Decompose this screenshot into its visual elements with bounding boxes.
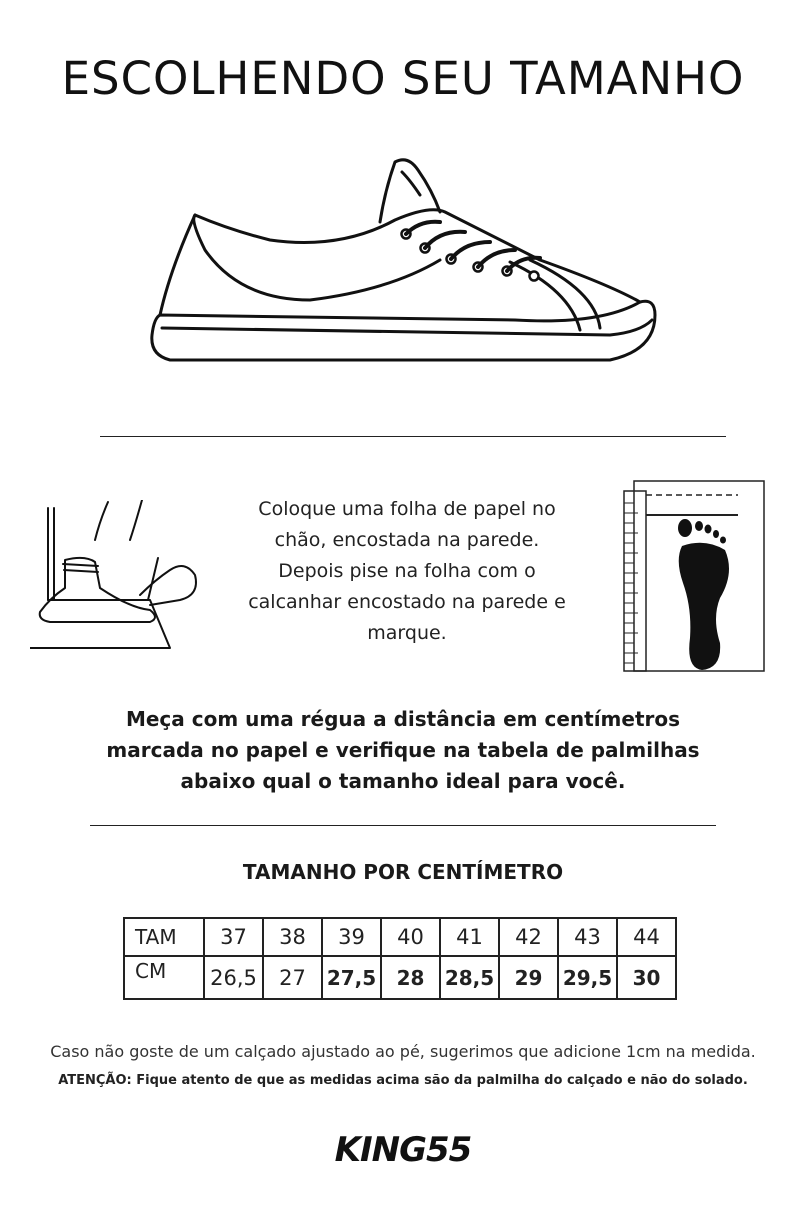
instruction-line: marque.: [367, 622, 447, 644]
size-cell: 42: [499, 918, 558, 956]
instruction-line: chão, encostada na parede.: [274, 529, 540, 551]
cm-cell: 27,5: [322, 956, 381, 999]
size-cell: 37: [204, 918, 263, 956]
cm-cell: 26,5: [204, 956, 263, 999]
row-label-cm: CM: [124, 956, 204, 999]
cm-cell: 28: [381, 956, 440, 999]
row-label-size: TAM: [124, 918, 204, 956]
instruction-line: Coloque uma folha de papel no: [258, 498, 556, 520]
foot-marking-illustration: [30, 500, 205, 655]
measure-line: marcada no papel e verifique na tabela de palmilhas: [106, 738, 700, 762]
cm-cell: 30: [617, 956, 676, 999]
size-cell: 41: [440, 918, 499, 956]
size-cell: 44: [617, 918, 676, 956]
size-cell: 43: [558, 918, 617, 956]
instruction-line: Depois pise na folha com o: [278, 560, 536, 582]
instruction-line: calcanhar encostado na parede e: [248, 591, 566, 613]
instructions-text: [222, 494, 592, 649]
size-cell: 38: [263, 918, 322, 956]
measure-instructions: [60, 704, 746, 797]
measure-line: abaixo qual o tamanho ideal para você.: [180, 769, 626, 793]
footprint-ruler-illustration: [620, 478, 770, 678]
cm-cell: 29: [499, 956, 558, 999]
cm-cell: 27: [263, 956, 322, 999]
size-cell: 39: [322, 918, 381, 956]
warning-note: ATENÇÃO: Fique atento de que as medidas acima são da palmilha do calçado e não do solado.: [58, 1073, 748, 1088]
size-table-title: TAMANHO POR CENTÍMETRO: [242, 860, 564, 884]
sneaker-illustration: [140, 150, 670, 375]
size-cell: 40: [381, 918, 440, 956]
measure-line: Meça com uma régua a distância em centímetros: [125, 707, 681, 731]
divider-bottom: [90, 825, 716, 826]
fit-note: Caso não goste de um calçado ajustado ao pé, sugerimos que adicione 1cm na medida.: [50, 1042, 756, 1061]
size-table: [123, 917, 677, 1000]
cm-cell: 28,5: [440, 956, 499, 999]
cm-cell: 29,5: [558, 956, 617, 999]
table-row-sizes: [124, 918, 676, 956]
divider-top: [100, 436, 726, 437]
brand-logo: KING55: [334, 1130, 472, 1170]
table-row-cm: [124, 956, 676, 999]
page-title: ESCOLHENDO SEU TAMANHO: [61, 52, 745, 105]
